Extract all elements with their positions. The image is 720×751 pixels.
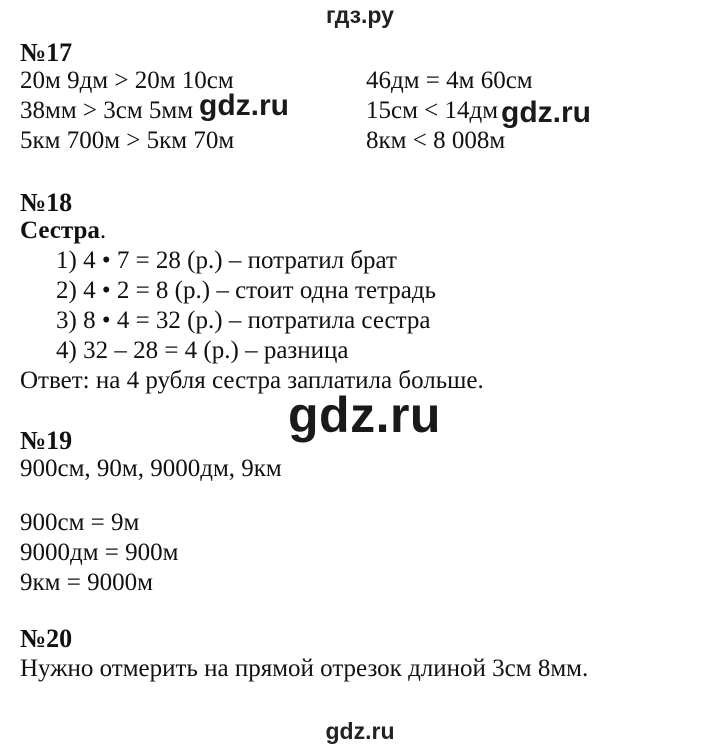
task18-heading	[20, 216, 106, 246]
task18-number: №18	[20, 188, 73, 217]
task19-conversion-1: 900см = 9м	[20, 509, 140, 536]
task18-step-2: 2) 4 • 2 = 8 (р.) – стоит одна тетрадь	[56, 277, 437, 304]
task17-right-row-3: 8км < 8 008м	[366, 127, 506, 154]
task20-number: №20	[20, 624, 73, 653]
task18-step-1: 1) 4 • 7 = 28 (р.) – потратил брат	[56, 247, 397, 274]
watermark-gdz-1: gdz.ru	[199, 89, 289, 122]
task19-conversion-2: 9000дм = 900м	[20, 539, 179, 566]
task18-heading-punct: .	[99, 217, 107, 244]
task18-heading-word: Сестра	[20, 217, 100, 244]
task19-conversion-3: 9км = 9000м	[20, 569, 153, 596]
task17-left-row-3: 5км 700м > 5км 70м	[20, 127, 235, 154]
task19-number: №19	[20, 426, 73, 455]
site-header: гдз.ру	[326, 2, 394, 28]
task18-answer: Ответ: на 4 рубля сестра заплатила больше.	[20, 367, 484, 394]
task18-step-3: 3) 8 • 4 = 32 (р.) – потратила сестра	[56, 307, 431, 334]
watermark-gdz-2: gdz.ru	[501, 96, 591, 129]
task17-right-row-2: 15см < 14дм	[366, 97, 499, 124]
task20-text: Нужно отмерить на прямой отрезок длиной 3см 8мм.	[20, 655, 589, 682]
task17-number: №17	[20, 38, 73, 67]
task17-left-row-1: 20м 9дм > 20м 10см	[20, 67, 234, 94]
task17-right-row-1: 46дм = 4м 60см	[366, 67, 533, 94]
footer-watermark: gdz.ru	[325, 718, 395, 744]
task19-list: 900см, 90м, 9000дм, 9км	[20, 455, 282, 482]
task18-step-4: 4) 32 – 28 = 4 (р.) – разница	[56, 337, 349, 364]
watermark-gdz-center: gdz.ru	[288, 387, 441, 443]
task17-left-row-2: 38мм > 3см 5мм	[20, 97, 194, 124]
